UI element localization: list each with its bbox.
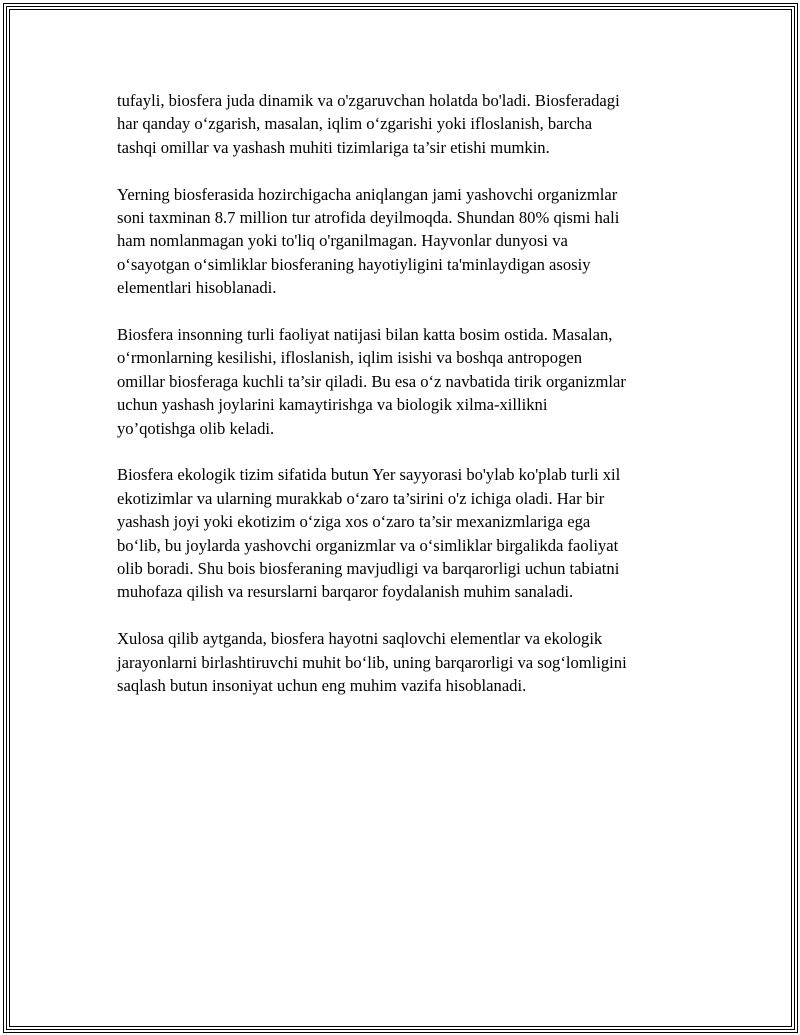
paragraph-5: Xulosa qilib aytganda, biosfera hayotni saqlovchi elementlar va ekologik jarayonlarni birlashtiruvchi muhit bo‘lib, uning barqarorligi va sog‘lomligini saqlash butun insoniyat uchun eng muhim vazifa hisoblanadi. [117,629,627,696]
paragraph-3: Biosfera insonning turli faoliyat natijasi bilan katta bosim ostida. Masalan, o‘rmonlarning kesilishi, ifloslanish, iqlim isishi va boshqa antropogen omillar biosferaga kuchli ta’sir qiladi. Bu esa o‘z navbatida tirik organizmlar uchun yashash joylarini kamaytirishga va biologik xilma-xillikni yo’qotishga olib keladi. [117,325,626,438]
paragraph-4: Biosfera ekologik tizim sifatida butun Yer sayyorasi bo'ylab ko'plab turli xil ekotizimlar va ularning murakkab o‘zaro ta’sirini o'z ichiga oladi. Har bir yashash joyi yoki ekotizim o‘ziga xos o‘zaro ta’sir mexanizmlariga ega bo‘lib, bu joylarda yashovchi organizmlar va o‘simliklar birgalikda faoliyat olib boradi. Shu bois biosferaning mavjudligi va barqarorligi uchun tabiatni muhofaza qilish va resurslarni barqaror foydalanish muhim sanaladi. [117,465,621,602]
document-body [117,89,697,721]
paragraph-2: Yerning biosferasida hozirchigacha aniqlangan jami yashovchi organizmlar soni taxminan 8.7 million tur atrofida deyilmoqda. Shundan 80% qismi hali ham nomlanmagan yoki to'liq o'rganilmagan. Hayvonlar dunyosi va o‘sayotgan o‘simliklar biosferaning hayotiyligini ta'minlaydigan asosiy elementlari hisoblanadi. [117,184,620,298]
paragraph-1: tufayli, biosfera juda dinamik va o'zgaruvchan holatda bo'ladi. Biosferadagi har qanday o‘zgarish, masalan, iqlim o‘zgarishi yoki ifloslanish, barcha tashqi omillar va yashash muhiti tizimlariga ta’sir etishi mumkin. [117,91,620,157]
